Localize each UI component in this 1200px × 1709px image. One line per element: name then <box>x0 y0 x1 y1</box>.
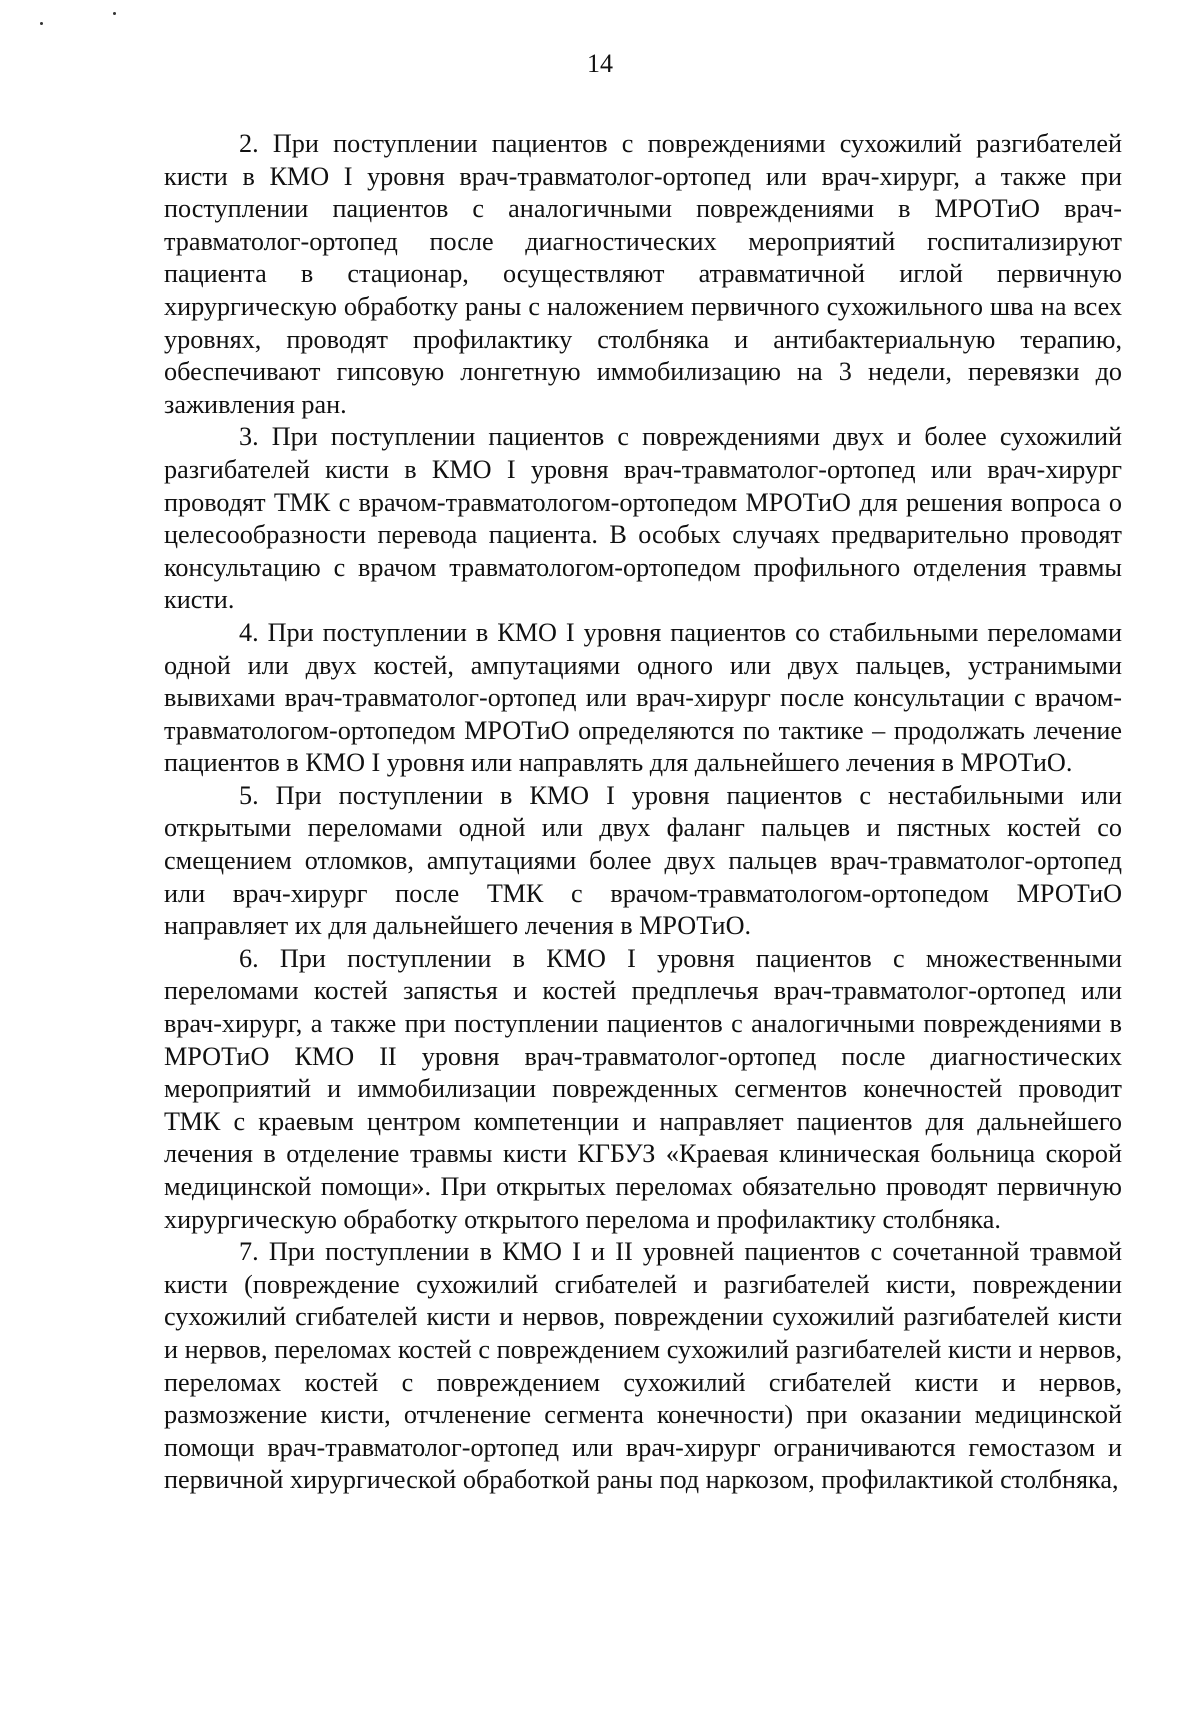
page-number: 14 <box>587 49 613 78</box>
paragraph-6: 6. При поступлении в КМО I уровня пациентов с множественными переломами костей запястья и костей предплечья врач-травматолог-ортопед или врач-хирург, а также при поступлении пациентов с аналогичными повреждениями в МРОТиО КМО II уровня врач-травматолог-ортопед после диагностических мероприятий и иммобилизации поврежденных сегментов конечностей проводит ТМК с краевым центром компетенции и направляет пациентов для дальнейшего лечения в отделение травмы кисти КГБУЗ «Краевая клиническая больница скорой медицинской помощи». При открытых переломах обязательно проводят первичную хирургическую обработку открытого перелома и профилактику столбняка. <box>164 943 1122 1234</box>
paragraph-7: 7. При поступлении в КМО I и II уровней пациентов с сочетанной травмой кисти (повреждение сухожилий сгибателей и разгибателей кисти, повреждении сухожилий сгибателей кисти и нервов, повреждении сухожилий разгибателей кисти и нервов, переломах костей с повреждением сухожилий разгибателей кисти и нервов, переломах костей с повреждением сухожилий сгибателей кисти и нервов, размозжение кисти, отчленение сегмента конечности) при оказании медицинской помощи врач-травматолог-ортопед или врач-хирург ограничиваются гемостазом и первичной хирургической обработкой раны под наркозом, профилактикой столбняка, <box>164 1237 1122 1495</box>
document-body <box>164 128 1122 1497</box>
paragraph-5: 5. При поступлении в КМО I уровня пациентов с нестабильными или открытыми переломами одной или двух фаланг пальцев и пястных костей со смещением отломков, ампутациями более двух пальцев врач-травматолог-ортопед или врач-хирург после ТМК с врачом-травматологом-ортопедом МРОТиО направляет их для дальнейшего лечения в МРОТиО. <box>164 780 1122 941</box>
paragraph-4: 4. При поступлении в КМО I уровня пациентов со стабильными переломами одной или двух костей, ампутациями одного или двух пальцев, устранимыми вывихами врач-травматолог-ортопед или врач-хирург после консультации с врачом-травматологом-ортопедом МРОТиО определяются по тактике – продолжать лечение пациентов в КМО I уровня или направлять для дальнейшего лечения в МРОТиО. <box>164 617 1122 778</box>
scan-speck <box>113 12 116 15</box>
paragraph-3: 3. При поступлении пациентов с повреждениями двух и более сухожилий разгибателей кисти в КМО I уровня врач-травматолог-ортопед или врач-хирург проводят ТМК с врачом-травматологом-ортопедом МРОТиО для решения вопроса о целесообразности перевода пациента. В особых случаях предварительно проводят консультацию с врачом травматологом-ортопедом профильного отделения травмы кисти. <box>164 422 1122 615</box>
scan-speck <box>40 22 43 25</box>
paragraph-2: 2. При поступлении пациентов с повреждениями сухожилий разгибателей кисти в КМО I уровня врач-травматолог-ортопед или врач-хирург, а также при поступлении пациентов с аналогичными повреждениями в МРОТиО врач-травматолог-ортопед после диагностических мероприятий госпитализируют пациента в стационар, осуществляют атравматичной иглой первичную хирургическую обработку раны с наложением первичного сухожильного шва на всех уровнях, проводят профилактику столбняка и антибактериальную терапию, обеспечивают гипсовую лонгетную иммобилизацию на 3 недели, перевязки до заживления ран. <box>164 129 1122 419</box>
